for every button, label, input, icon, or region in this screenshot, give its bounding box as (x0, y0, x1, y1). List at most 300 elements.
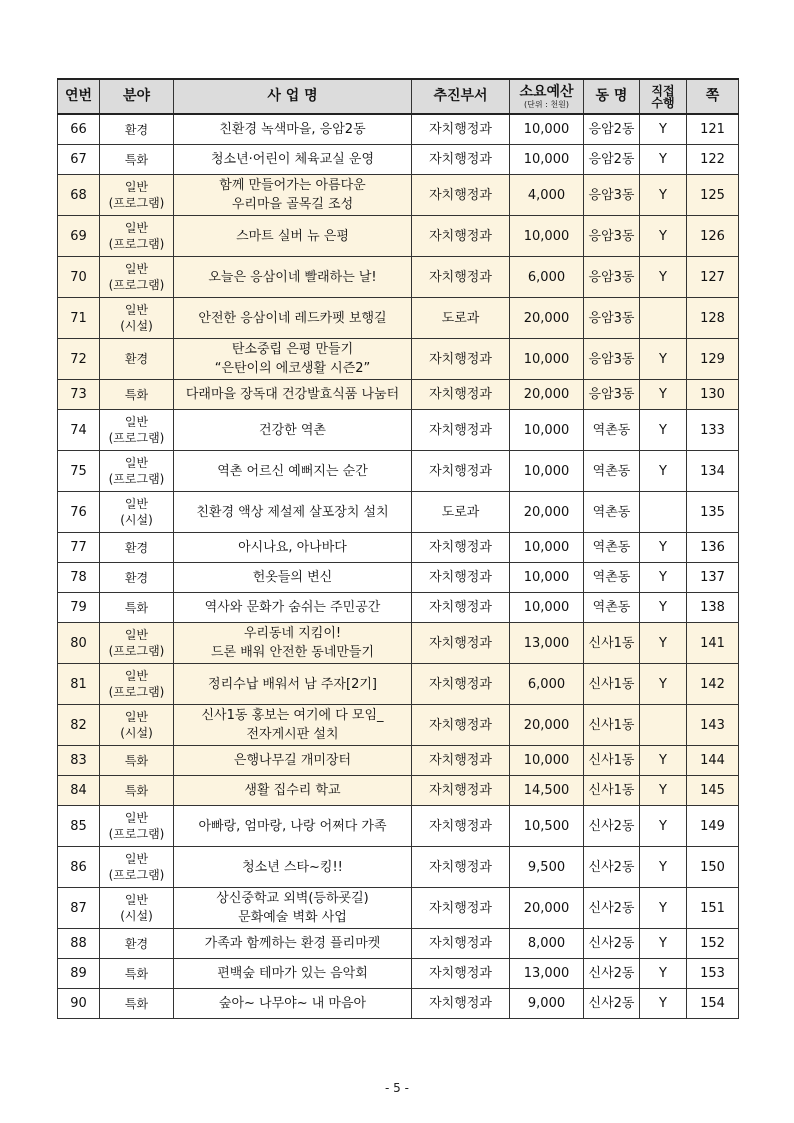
row-direct: Y (640, 145, 687, 175)
row-project-name (174, 145, 412, 175)
row-project-name (174, 492, 412, 533)
row-direct: Y (640, 451, 687, 492)
row-direct: Y (640, 339, 687, 380)
table-row (58, 257, 739, 298)
project-name-line: 역촌 어르신 예뻐지는 순간 (217, 463, 368, 479)
row-direct: Y (640, 746, 687, 776)
row-budget: 20,000 (510, 888, 584, 929)
row-dong: 신사1동 (584, 746, 640, 776)
row-page: 130 (687, 380, 739, 410)
table-row (58, 989, 739, 1019)
field-label: 일반 (124, 180, 149, 194)
row-page: 150 (687, 847, 739, 888)
row-field (100, 175, 174, 216)
row-page: 128 (687, 298, 739, 339)
col-dept-header: 추진부서 (412, 79, 510, 114)
budget-unit-label: (단위 : 천원) (524, 100, 569, 109)
row-budget: 14,500 (510, 776, 584, 806)
project-name-line: 우리마을 골목길 조성 (231, 197, 354, 212)
row-project-name (174, 959, 412, 989)
row-dept: 자치행정과 (412, 929, 510, 959)
project-name-line: 숲아~ 나무야~ 내 마음아 (218, 996, 367, 1011)
table-row (58, 705, 739, 746)
row-page: 136 (687, 533, 739, 563)
row-budget: 10,000 (510, 451, 584, 492)
row-no: 85 (58, 806, 100, 847)
row-budget: 13,000 (510, 959, 584, 989)
row-page: 152 (687, 929, 739, 959)
row-page: 142 (687, 664, 739, 705)
row-direct: Y (640, 380, 687, 410)
row-dept: 자치행정과 (412, 175, 510, 216)
field-sub-label: (프로그램) (108, 685, 165, 699)
row-direct: Y (640, 593, 687, 623)
project-name-line: 건강한 역촌 (259, 422, 326, 438)
row-page: 149 (687, 806, 739, 847)
row-no: 74 (58, 410, 100, 451)
field-label: 일반 (124, 893, 149, 907)
project-name-line: 탄소중립 은평 만들기 (231, 342, 354, 357)
row-field (100, 492, 174, 533)
row-field (100, 664, 174, 705)
row-page: 125 (687, 175, 739, 216)
table-row (58, 145, 739, 175)
project-name-line: 친환경 액상 제설제 살포장치 설치 (196, 504, 389, 520)
row-dept: 자치행정과 (412, 410, 510, 451)
row-dept: 자치행정과 (412, 776, 510, 806)
row-no: 80 (58, 623, 100, 664)
field-label: 일반 (124, 628, 149, 642)
row-budget: 10,000 (510, 746, 584, 776)
table-row (58, 410, 739, 451)
row-budget: 10,000 (510, 563, 584, 593)
row-dept: 자치행정과 (412, 380, 510, 410)
row-dong: 응암3동 (584, 339, 640, 380)
row-dong: 신사2동 (584, 959, 640, 989)
row-project-name (174, 989, 412, 1019)
row-budget: 4,000 (510, 175, 584, 216)
direct-header-line2: 수행 (651, 95, 675, 110)
field-sub-label: (프로그램) (108, 644, 165, 658)
row-budget: 10,000 (510, 410, 584, 451)
project-name-line: 정리수납 배워서 남 주자[2기] (208, 676, 377, 692)
project-name-line: 신사1동 홍보는 여기에 다 모임_ (201, 708, 384, 723)
row-page: 151 (687, 888, 739, 929)
row-dong: 응암2동 (584, 145, 640, 175)
row-dept: 자치행정과 (412, 847, 510, 888)
field-sub-label: (시설) (120, 726, 153, 740)
row-project-name (174, 380, 412, 410)
row-field (100, 593, 174, 623)
row-dept: 자치행정과 (412, 145, 510, 175)
row-dong: 신사1동 (584, 623, 640, 664)
project-name-line: 청소년·어린이 체육교실 운영 (210, 152, 375, 167)
row-budget: 20,000 (510, 298, 584, 339)
row-no: 76 (58, 492, 100, 533)
row-field (100, 114, 174, 145)
row-page: 134 (687, 451, 739, 492)
row-direct (640, 492, 687, 533)
project-name-line: 다래마을 장독대 건강발효식품 나눔터 (185, 387, 400, 402)
table-row (58, 563, 739, 593)
row-field (100, 298, 174, 339)
table-row (58, 451, 739, 492)
row-no: 72 (58, 339, 100, 380)
row-page: 127 (687, 257, 739, 298)
row-page: 138 (687, 593, 739, 623)
row-dept: 자치행정과 (412, 806, 510, 847)
table-row (58, 746, 739, 776)
row-field (100, 563, 174, 593)
table-row (58, 175, 739, 216)
row-direct: Y (640, 114, 687, 145)
project-name-line: 생활 집수리 학교 (244, 783, 341, 798)
row-dept: 자치행정과 (412, 746, 510, 776)
project-name-line: 친환경 녹색마을, 응암2동 (219, 122, 366, 137)
row-budget: 8,000 (510, 929, 584, 959)
row-no: 89 (58, 959, 100, 989)
row-no: 88 (58, 929, 100, 959)
row-dept: 자치행정과 (412, 114, 510, 145)
table-row (58, 806, 739, 847)
row-budget: 6,000 (510, 257, 584, 298)
table-body (58, 114, 739, 1019)
row-page: 135 (687, 492, 739, 533)
row-project-name (174, 257, 412, 298)
row-budget: 10,000 (510, 216, 584, 257)
row-dong: 응암3동 (584, 175, 640, 216)
row-page: 121 (687, 114, 739, 145)
field-label: 일반 (124, 811, 149, 825)
field-label: 환경 (124, 570, 149, 585)
row-no: 66 (58, 114, 100, 145)
row-dong: 역촌동 (584, 492, 640, 533)
field-label: 특화 (124, 600, 149, 615)
row-budget: 10,500 (510, 806, 584, 847)
row-direct: Y (640, 888, 687, 929)
project-name-line: 오늘은 응삼이네 빨래하는 날! (208, 269, 377, 285)
row-dong: 응암3동 (584, 216, 640, 257)
row-dong: 신사2동 (584, 929, 640, 959)
row-project-name (174, 114, 412, 145)
project-name-line: 편백숲 테마가 있는 음악회 (217, 966, 368, 981)
row-field (100, 257, 174, 298)
table-row (58, 339, 739, 380)
field-label: 환경 (124, 352, 149, 366)
row-project-name (174, 593, 412, 623)
field-label: 특화 (124, 152, 149, 167)
table-row (58, 298, 739, 339)
row-no: 87 (58, 888, 100, 929)
row-project-name (174, 216, 412, 257)
field-sub-label: (시설) (120, 319, 153, 333)
row-field (100, 989, 174, 1019)
project-name-line: 드론 배워 안전한 동네만들기 (210, 645, 375, 660)
field-label: 일반 (124, 669, 149, 683)
field-sub-label: (프로그램) (108, 196, 165, 210)
row-budget: 10,000 (510, 145, 584, 175)
row-project-name (174, 175, 412, 216)
row-project-name (174, 623, 412, 664)
table-row (58, 533, 739, 563)
row-dept: 자치행정과 (412, 593, 510, 623)
project-name-line: 가족과 함께하는 환경 플리마켓 (204, 936, 381, 951)
direct-header-line1: 직접 (651, 83, 675, 98)
row-no: 75 (58, 451, 100, 492)
row-dong: 신사2동 (584, 806, 640, 847)
col-direct-header (640, 79, 687, 114)
budget-header-label: 소요예산 (519, 84, 574, 100)
row-page: 126 (687, 216, 739, 257)
table-row (58, 593, 739, 623)
row-dept: 자치행정과 (412, 623, 510, 664)
field-label: 특화 (124, 753, 149, 768)
row-budget: 13,000 (510, 623, 584, 664)
field-label: 일반 (124, 710, 149, 724)
row-budget: 20,000 (510, 380, 584, 410)
row-page: 154 (687, 989, 739, 1019)
project-name-line: 안전한 응삼이네 레드카펫 보행길 (198, 310, 387, 326)
row-project-name (174, 806, 412, 847)
row-budget: 10,000 (510, 114, 584, 145)
row-dong: 신사2동 (584, 989, 640, 1019)
row-direct: Y (640, 806, 687, 847)
field-sub-label: (프로그램) (108, 827, 165, 841)
table-row (58, 776, 739, 806)
row-budget: 20,000 (510, 492, 584, 533)
row-no: 70 (58, 257, 100, 298)
row-dong: 신사2동 (584, 888, 640, 929)
row-project-name (174, 776, 412, 806)
table-row (58, 888, 739, 929)
row-no: 90 (58, 989, 100, 1019)
row-dong: 신사1동 (584, 705, 640, 746)
row-dept: 자치행정과 (412, 959, 510, 989)
field-sub-label: (프로그램) (108, 472, 165, 486)
row-field (100, 705, 174, 746)
row-dong: 신사1동 (584, 776, 640, 806)
row-field (100, 533, 174, 563)
row-project-name (174, 705, 412, 746)
row-no: 67 (58, 145, 100, 175)
row-no: 79 (58, 593, 100, 623)
row-field (100, 380, 174, 410)
row-field (100, 888, 174, 929)
row-no: 77 (58, 533, 100, 563)
row-page: 143 (687, 705, 739, 746)
project-name-line: 문화예술 벽화 사업 (238, 910, 347, 925)
row-project-name (174, 664, 412, 705)
row-page: 133 (687, 410, 739, 451)
row-direct: Y (640, 257, 687, 298)
row-dept: 도로과 (412, 492, 510, 533)
field-label: 일반 (124, 221, 149, 235)
row-page: 145 (687, 776, 739, 806)
project-name-line: 헌옷들의 변신 (252, 570, 333, 585)
row-direct: Y (640, 776, 687, 806)
field-label: 일반 (124, 456, 149, 470)
table-row (58, 380, 739, 410)
row-dept: 도로과 (412, 298, 510, 339)
row-budget: 9,500 (510, 847, 584, 888)
project-name-line: 청소년 스타~킹!! (242, 859, 343, 875)
table-row (58, 492, 739, 533)
row-direct (640, 705, 687, 746)
row-direct: Y (640, 959, 687, 989)
project-table (57, 78, 739, 1019)
project-name-line: 전자게시판 설치 (246, 727, 339, 742)
row-page: 144 (687, 746, 739, 776)
row-field (100, 847, 174, 888)
row-project-name (174, 563, 412, 593)
row-field (100, 623, 174, 664)
field-label: 환경 (124, 540, 149, 555)
row-field (100, 339, 174, 380)
row-field (100, 410, 174, 451)
row-dong: 응암3동 (584, 257, 640, 298)
row-direct: Y (640, 175, 687, 216)
row-dong: 역촌동 (584, 593, 640, 623)
row-direct: Y (640, 623, 687, 664)
table-header (58, 79, 739, 114)
row-dept: 자치행정과 (412, 451, 510, 492)
row-direct: Y (640, 929, 687, 959)
row-no: 69 (58, 216, 100, 257)
row-page: 122 (687, 145, 739, 175)
row-budget: 20,000 (510, 705, 584, 746)
row-direct: Y (640, 533, 687, 563)
row-budget: 6,000 (510, 664, 584, 705)
row-dept: 자치행정과 (412, 664, 510, 705)
field-label: 특화 (124, 966, 149, 981)
field-label: 환경 (124, 936, 149, 951)
row-field (100, 451, 174, 492)
project-name-line: “은탄이의 에코생활 시즌2” (214, 361, 371, 376)
project-name-line: 스마트 실버 뉴 은평 (236, 228, 349, 244)
table-row (58, 114, 739, 145)
row-no: 68 (58, 175, 100, 216)
row-field (100, 216, 174, 257)
row-project-name (174, 298, 412, 339)
project-name-line: 우리동네 지킴이! (243, 626, 342, 641)
field-label: 환경 (124, 122, 149, 137)
row-no: 83 (58, 746, 100, 776)
row-page: 141 (687, 623, 739, 664)
row-field (100, 806, 174, 847)
row-project-name (174, 451, 412, 492)
col-page-header: 쪽 (687, 79, 739, 114)
row-page: 153 (687, 959, 739, 989)
project-name-line: 아시나요, 아나바다 (238, 540, 347, 555)
row-direct (640, 298, 687, 339)
col-budget-header (510, 79, 584, 114)
row-project-name (174, 847, 412, 888)
row-page: 137 (687, 563, 739, 593)
row-page: 129 (687, 339, 739, 380)
field-label: 일반 (124, 415, 149, 429)
field-label: 일반 (124, 262, 149, 276)
field-label: 특화 (124, 783, 149, 798)
field-label: 일반 (124, 852, 149, 866)
row-dong: 응암2동 (584, 114, 640, 145)
field-sub-label: (시설) (120, 513, 153, 527)
row-direct: Y (640, 216, 687, 257)
row-budget: 10,000 (510, 339, 584, 380)
row-direct: Y (640, 563, 687, 593)
page-number: - 5 - (385, 1081, 409, 1095)
table-row (58, 929, 739, 959)
row-direct: Y (640, 664, 687, 705)
row-dong: 신사1동 (584, 664, 640, 705)
field-sub-label: (시설) (120, 909, 153, 923)
col-name-header: 사 업 명 (174, 79, 412, 114)
row-field (100, 929, 174, 959)
row-budget: 10,000 (510, 593, 584, 623)
table-row (58, 216, 739, 257)
row-field (100, 959, 174, 989)
row-dept: 자치행정과 (412, 257, 510, 298)
row-dong: 역촌동 (584, 533, 640, 563)
row-field (100, 746, 174, 776)
row-project-name (174, 339, 412, 380)
project-name-line: 아빠랑, 엄마랑, 나랑 어쩌다 가족 (198, 818, 387, 834)
col-dong-header: 동 명 (584, 79, 640, 114)
field-sub-label: (프로그램) (108, 278, 165, 292)
row-no: 78 (58, 563, 100, 593)
row-dept: 자치행정과 (412, 563, 510, 593)
field-sub-label: (프로그램) (108, 868, 165, 882)
col-no-header: 연번 (58, 79, 100, 114)
project-name-line: 역사와 문화가 숨쉬는 주민공간 (204, 600, 381, 615)
row-no: 86 (58, 847, 100, 888)
row-budget: 10,000 (510, 533, 584, 563)
row-dong: 응암3동 (584, 298, 640, 339)
row-no: 73 (58, 380, 100, 410)
field-sub-label: (프로그램) (108, 431, 165, 445)
row-project-name (174, 929, 412, 959)
row-dong: 신사2동 (584, 847, 640, 888)
field-sub-label: (프로그램) (108, 237, 165, 251)
row-no: 82 (58, 705, 100, 746)
field-label: 특화 (124, 996, 149, 1011)
col-field-header: 분야 (100, 79, 174, 114)
row-dept: 자치행정과 (412, 216, 510, 257)
row-dong: 역촌동 (584, 410, 640, 451)
row-project-name (174, 888, 412, 929)
table-row (58, 664, 739, 705)
table-row (58, 959, 739, 989)
field-label: 일반 (124, 497, 149, 511)
project-name-line: 상신중학교 외벽(등하굣길) (216, 891, 369, 906)
row-no: 81 (58, 664, 100, 705)
field-label: 일반 (124, 303, 149, 317)
row-direct: Y (640, 847, 687, 888)
table-row (58, 623, 739, 664)
row-dong: 역촌동 (584, 451, 640, 492)
row-dong: 역촌동 (584, 563, 640, 593)
row-budget: 9,000 (510, 989, 584, 1019)
row-dept: 자치행정과 (412, 533, 510, 563)
table-row (58, 847, 739, 888)
field-label: 특화 (124, 387, 149, 402)
row-project-name (174, 746, 412, 776)
row-direct: Y (640, 410, 687, 451)
row-dept: 자치행정과 (412, 989, 510, 1019)
row-field (100, 145, 174, 175)
row-project-name (174, 410, 412, 451)
row-project-name (174, 533, 412, 563)
project-name-line: 함께 만들어가는 아름다운 (219, 178, 366, 193)
